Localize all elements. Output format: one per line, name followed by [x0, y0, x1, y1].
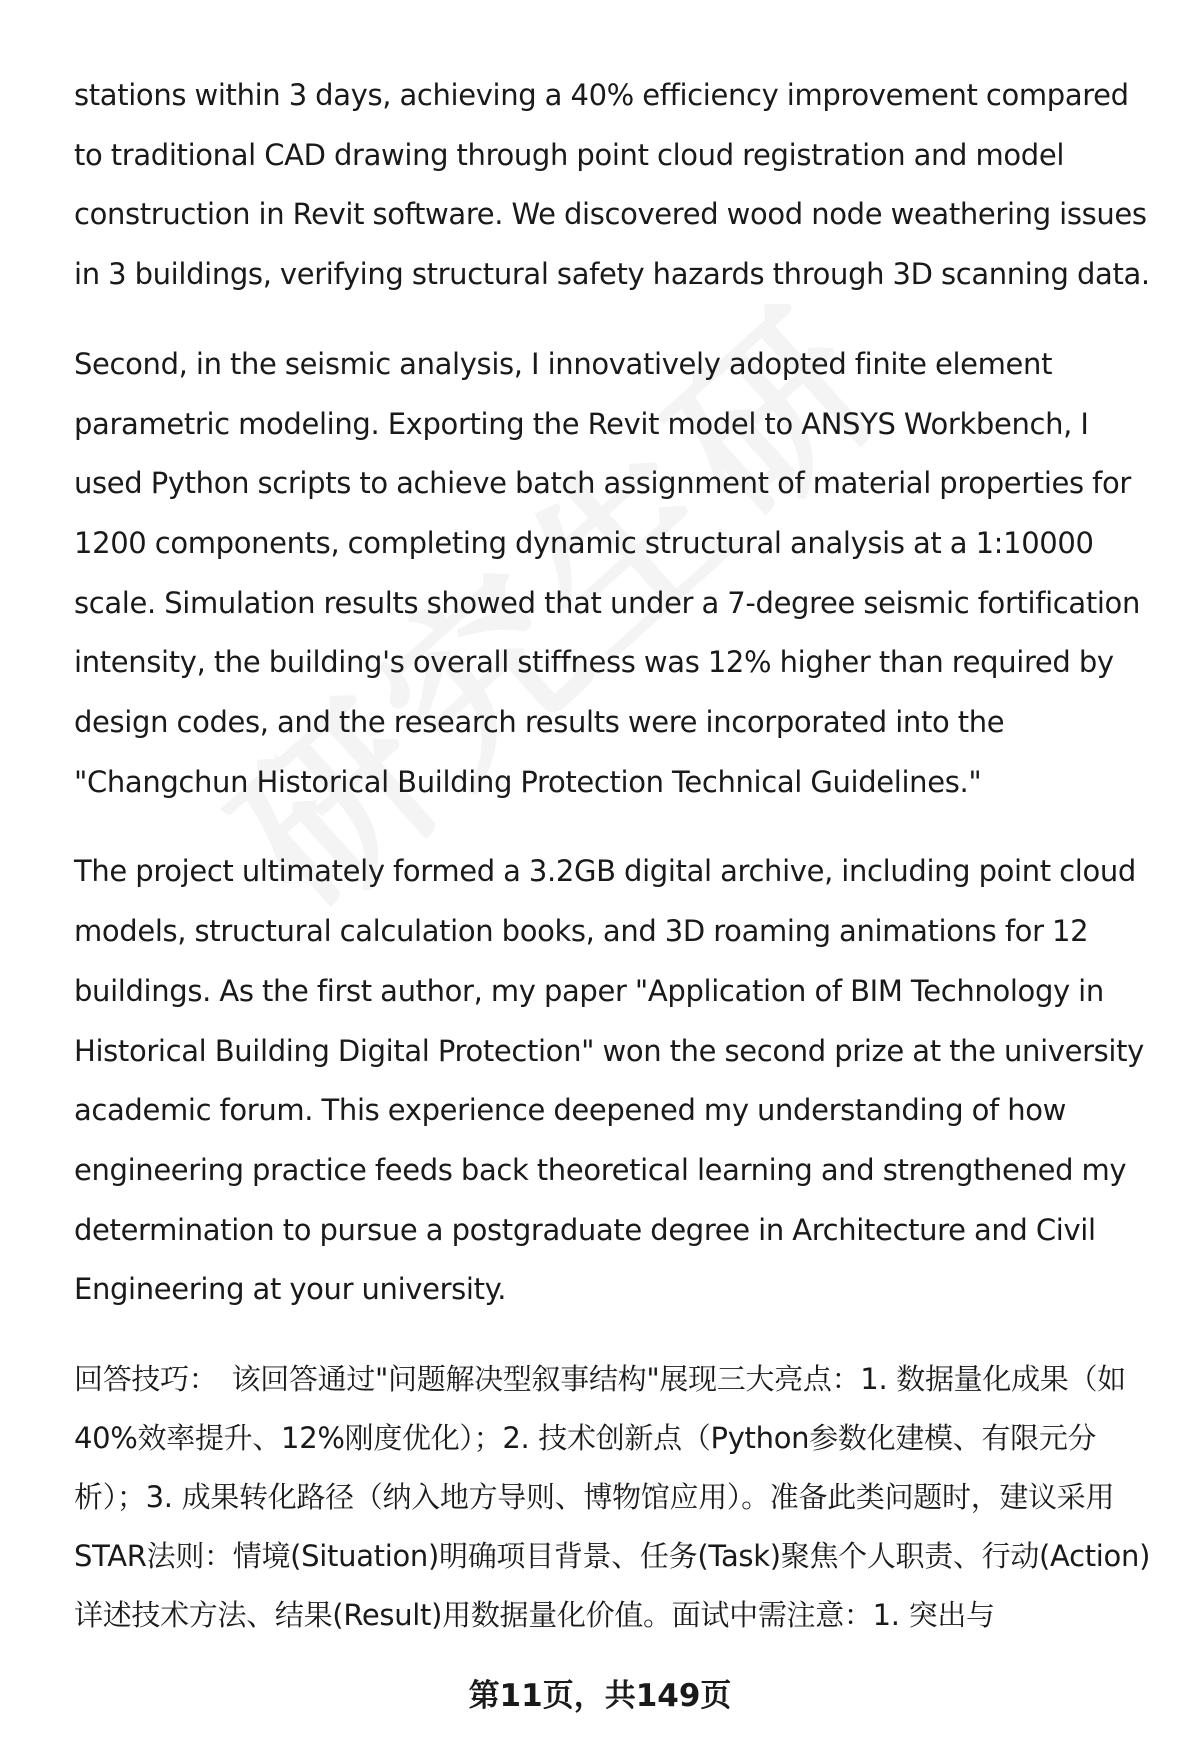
paragraph-1: stations within 3 days, achieving a 40% efficiency improvement compared to traditional CAD drawing through point cloud registration and model construction in Revit software. We discovered wood node weathering issues in 3 buildings, verifying structural safety hazards through 3D scanning data. [74, 78, 1150, 292]
answer-tips-label: 回答技巧： [74, 1362, 218, 1397]
document-body [74, 66, 1160, 1645]
paragraph-2: Second, in the seismic analysis, I innovatively adopted finite element parametric modeling. Exporting the Revit model to ANSYS Workbench, I used Python scripts to achieve batch assignment of material properties for 1200 components, completing dynamic structural analysis at a 1:10000 scale. Simulation results showed that under a 7-degree seismic fortification intensity, the building's overall stiffness was 12% higher than required by design codes, and the research results were incorporated into the "Changchun Historical Building Protection Technical Guidelines." [74, 346, 1140, 799]
answer-tips-text: 该回答通过"问题解决型叙事结构"展现三大亮点：1. 数据量化成果（如40%效率提升、12%刚度优化）；2. 技术创新点（Python参数化建模、有限元分析）；3. 成果转化路径（纳入地方导则、博物馆应用）。准备此类问题时，建议采用STAR法则：情境(Situation)明确项目背景、任务(Task)聚焦个人职责、行动(Action)详述技术方法、结果(Result)用数据量化价值。面试中需注意：1. 突出与 [74, 1362, 1151, 1633]
paragraph-3: The project ultimately formed a 3.2GB digital archive, including point cloud models, structural calculation books, and 3D roaming animations for 12 buildings. As the first author, my paper "Application of BIM Technology in Historical Building Digital Protection" won the second prize at the university academic forum. This experience deepened my understanding of how engineering practice feeds back theoretical learning and strengthened my determination to pursue a postgraduate degree in Architecture and Civil Engineering at your university. [74, 854, 1144, 1307]
page-number: 第11页，共149页 [468, 1678, 732, 1714]
answer-tips [74, 1350, 1160, 1645]
